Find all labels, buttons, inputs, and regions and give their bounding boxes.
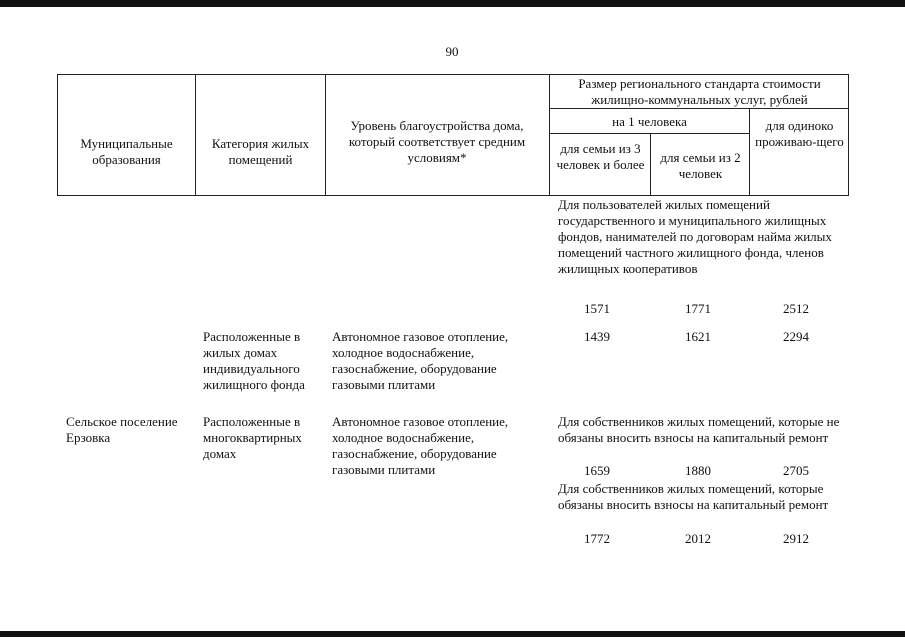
header-category: Категория жилых помещений (211, 136, 310, 167)
row2b-value-family2: 2012 (685, 531, 711, 546)
header-per-person: на 1 человека (612, 114, 687, 129)
row1-value-family3: 1439 (584, 329, 610, 344)
row2a-value-single: 2705 (783, 463, 809, 478)
row0-value-family2: 1771 (685, 301, 711, 316)
top-border-bar (0, 0, 905, 7)
note-owners-fee: Для собственников жилых помещений, которые обязаны вносить взносы на капитальный ремонт (558, 481, 829, 512)
header-level: Уровень благоустройства дома, который соответствует средним условиям* (348, 118, 526, 165)
header-single: для одиноко проживаю-щего (755, 118, 844, 149)
row2a-value-family2: 1880 (685, 463, 711, 478)
row2-category: Расположенные в многоквартирных домах (203, 414, 302, 461)
row2a-value-family3: 1659 (584, 463, 610, 478)
row2b-value-single: 2912 (783, 531, 809, 546)
header-family3: для семьи из 3 человек и более (556, 141, 645, 172)
header-municipality: Муниципальные образования (80, 136, 173, 167)
row1-category: Расположенные в жилых домах индивидуального жилищного фонда (203, 329, 305, 392)
row0-value-single: 2512 (783, 301, 809, 316)
page-number: 90 (445, 44, 459, 59)
bottom-border-bar (0, 631, 905, 637)
header-size: Размер регионального стандарта стоимости жилищно-коммунальных услуг, рублей (578, 76, 821, 107)
row1-value-family2: 1621 (685, 329, 711, 344)
row2-level: Автономное газовое отопление, холодное водоснабжение, газоснабжение, оборудование газовыми плитами (332, 414, 509, 477)
row2-municipality: Сельское поселение Ерзовка (66, 414, 178, 445)
note-users: Для пользователей жилых помещений государственного и муниципального жилищных фондов, нанимателей по договорам найма жилых помещений частного жилищного фонда, членов жилищных кооперативов (558, 197, 832, 276)
row0-value-family3: 1571 (584, 301, 610, 316)
row2b-value-family3: 1772 (584, 531, 610, 546)
header-family2: для семьи из 2 человек (660, 150, 741, 181)
row1-level: Автономное газовое отопление, холодное водоснабжение, газоснабжение, оборудование газовыми плитами (332, 329, 509, 392)
row1-value-single: 2294 (783, 329, 809, 344)
note-owners-no-fee: Для собственников жилых помещений, которые не обязаны вносить взносы на капитальный ремонт (558, 414, 840, 445)
